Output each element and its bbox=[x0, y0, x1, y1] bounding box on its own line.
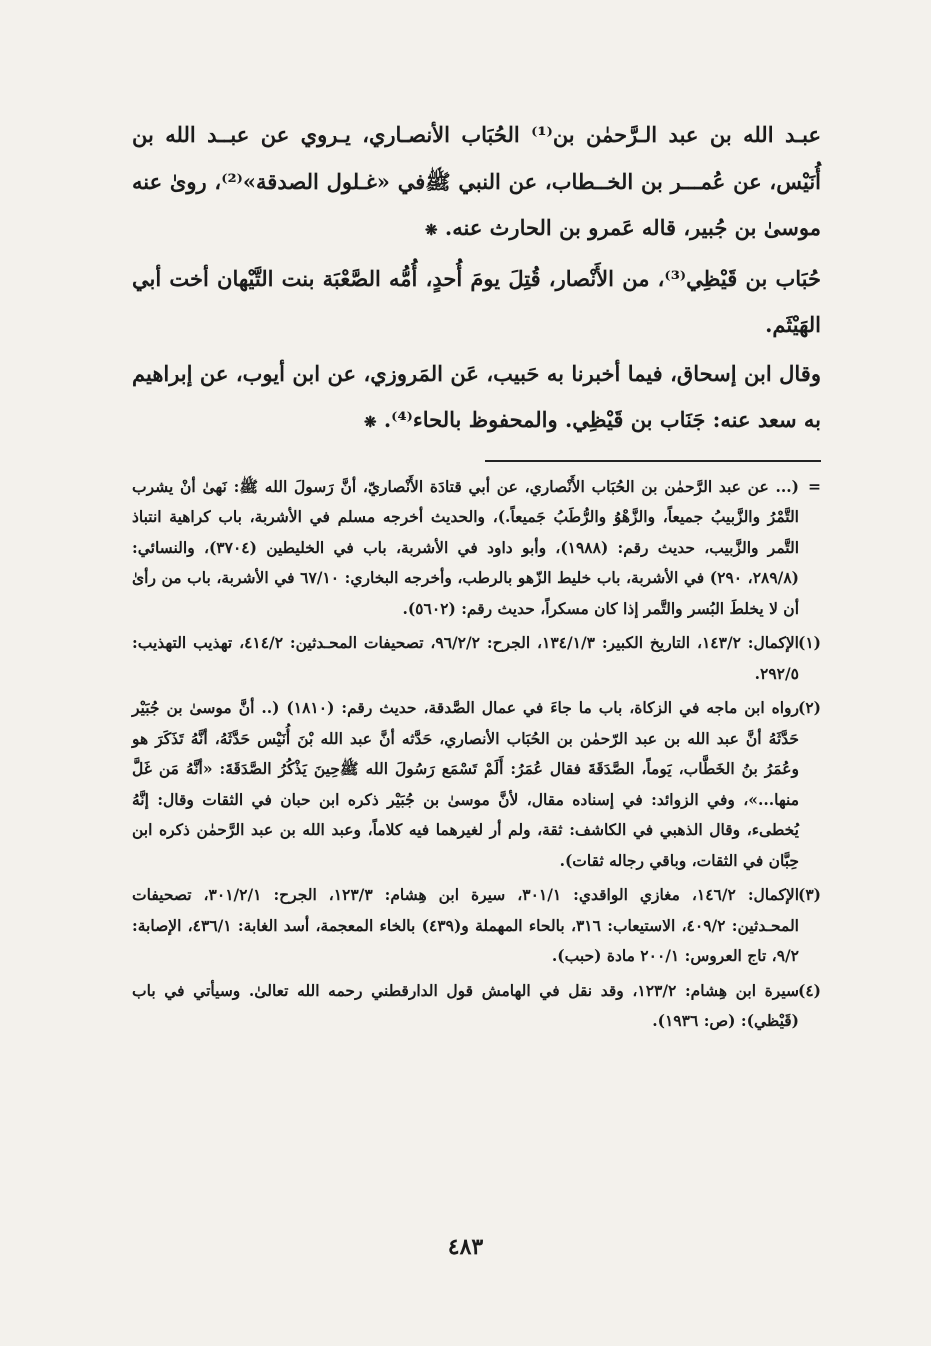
main-paragraph bbox=[132, 112, 821, 254]
footnote-text: الإكمال: ١٤٣/٢، التاريخ الكبير: ١٣٤/١/٣، الجرح: ٩٦/٢/٢، تصحيفات المحـدثين: ٤١٤/٢، تهذيب التهذيب: ٢٩٢/٥. bbox=[132, 633, 799, 683]
main-paragraph bbox=[132, 351, 821, 446]
paragraph-text: عبـد الله بن عبد الـرَّحمٰن بن⁽¹⁾ الحُبَاب الأنصـاري، يـروي عن عبــد الله بن أُنَيْس، عن عُمـــر بن الخــطاب، عن النبي ﷺفي «غـلول الصدقة»⁽²⁾، روىٰ عنه موسىٰ بن جُبير، قاله عَمرو بن الحارث عنه. bbox=[132, 122, 821, 240]
end-mark-icon: ❋ bbox=[363, 413, 377, 431]
footnote-marker: (٢) bbox=[797, 698, 821, 717]
footnote-marker: (١) bbox=[797, 633, 821, 652]
footnote-text: رواه ابن ماجه في الزكاة، باب ما جاءَ في عمال الصَّدقة، حديث رقم: (١٨١٠) (.. أنَّ موسىٰ بن جُبَيْر حَدَّثَهُ أنَّ عبد الله بن عبد الرّحمٰن بن الحُبَاب الأنصاري، حَدَّثه أنَّ عبد الله بْنَ أُنَيْس حَدَّثَهُ، أنَّهُ تَذَكَرَ هو وعُمَرُ بنُ الخَطَّاب، يَوماً، الصَّدَقَةَ فقال عُمَرُ: أَلَمْ تَسْمَع رَسُولَ الله ﷺحِينَ يَذْكُرُ الصَّدَقَةَ: «أنَّهُ مَن غَلَّ منها...»، وفي الزوائد: في إسناده مقال، لأنَّ موسىٰ بن جُبَيْر ذكره ابن حبان في الثقات وقال: إنَّهُ يُخطىء، وقال الذهبي في الكاشف: ثقة، ولم أر لغيرهما فيه كلاماً، وعبد الله بن عبد الرَّحمٰن ذكره ابن حِبَّان في الثقات، وباقي رجاله ثقات). bbox=[132, 698, 800, 870]
footnote bbox=[132, 472, 821, 625]
paragraph-text: وقال ابن إسحاق، فيما أخبرنا به حَبيب، عَن المَروزي، عن ابن أيوب، عن إبراهيم به سعد عنه: جَنَاب بن قَيْظِي. والمحفوظ بالحاء⁽⁴⁾. bbox=[132, 360, 821, 432]
footnote-divider bbox=[485, 460, 821, 462]
footnote bbox=[132, 693, 821, 876]
footnote-marker: (٤) bbox=[797, 980, 821, 1000]
footnote-marker: (٣) bbox=[797, 885, 821, 904]
footnote bbox=[132, 976, 821, 1037]
footnote-text: الإكمال: ١٤٦/٢، مغازي الواقدي: ٣٠١/١، سيرة ابن هِشام: ١٢٣/٣، الجرح: ٣٠١/٢/١، تصحيفات المحـدثين: ٤٠٩/٢، الاستيعاب: ٣١٦، بالحاء المهملة و(٤٣٩) بالخاء المعجمة، أسد الغابة: ٤٣٦/١، الإصابة: ٩/٢، تاج العروس: ٢٠٠/١ مادة (حبب). bbox=[132, 885, 800, 965]
footnotes bbox=[132, 472, 821, 1037]
footnote-text: (... عن عبد الرَّحمٰن بن الحُبَاب الأَنْصاري، عن أبي قتادَة الأَنْصاريّ، أنَّ رَسولَ الله ﷺ: نَهىٰ أنْ يشرب التَّمْرُ والزَّبيبُ جميعاً، والزَّهْوُ والرُّطَبُ جَميعاً.)، والحديث أخرجه مسلم في الأشربة، باب كراهية انتباذ التَّمر والزَّبيب، حديث رقم: (١٩٨٨)، وأبو داود في الأشربة، باب في الخليطين (٣٧٠٤)، والنسائي: (٢٨٩/٨، ٢٩٠) في الأشربة، باب خليط الزّهو بالرطب، وأخرجه البخاري: ٦٧/١٠ في الأشربة، باب من رأىٰ أن لا يخلطَ البُسر والتَّمر إذا كان مسكراً، حديث رقم: (٥٦٠٢). bbox=[132, 476, 799, 618]
footnote-marker: = bbox=[808, 476, 821, 496]
footnote-text: سيرة ابن هِشام: ١٢٣/٢، وقد نقل في الهامش قول الدارقطني رحمه الله تعالىٰ. وسيأتي في باب (قَيْظي): (ص: ١٩٣٦). bbox=[132, 980, 799, 1030]
footnote bbox=[132, 880, 821, 972]
main-text bbox=[132, 112, 821, 446]
footnote bbox=[132, 628, 821, 689]
end-mark-icon: ❋ bbox=[425, 221, 438, 239]
main-paragraph bbox=[132, 256, 821, 349]
page-number: ٤٨٣ bbox=[447, 1234, 484, 1260]
paragraph-text: حُبَاب بن قَيْظِي⁽³⁾، من الأَنْصار، قُتِلَ يومَ أُحدٍ، أُمُّه الصَّعْبَة بنت التَّيْهان أخت أبي الهَيْثَم. bbox=[132, 265, 821, 337]
